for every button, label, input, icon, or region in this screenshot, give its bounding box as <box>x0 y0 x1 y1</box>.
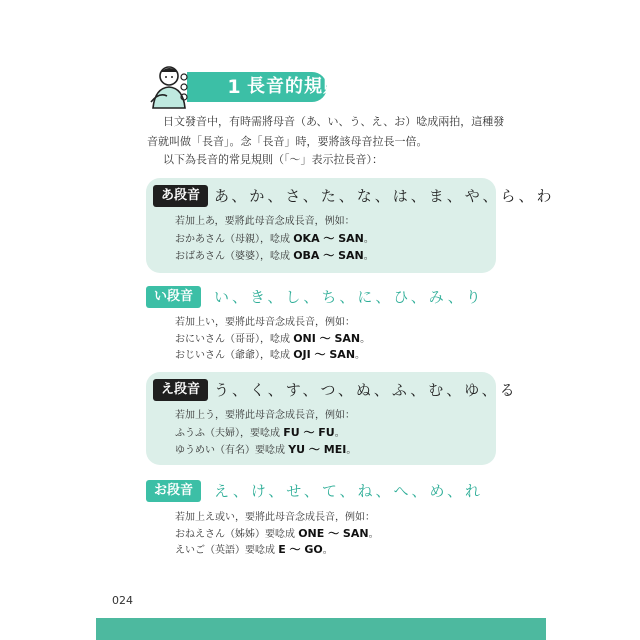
intro-line-2: 音就叫做「長音」。念「長音」時，要將該母音拉長一倍。 <box>147 135 428 148</box>
example-a-2: おばあさん（婆婆），唸成 OBA ～ SAN。 <box>175 249 374 262</box>
example-o-1: おねえさん（姊姊）要唸成 ONE ～ SAN。 <box>175 527 379 540</box>
section-tag-e: え段音 <box>153 379 208 401</box>
section-number: 1 <box>227 76 241 98</box>
notebook-spiral-icon <box>179 72 189 102</box>
example-i-1: おにいさん（哥哥），唸成 ONI ～ SAN。 <box>175 332 371 345</box>
section-tag-o: お段音 <box>146 480 201 502</box>
kana-row-e: う、く、す、つ、ぬ、ふ、む、ゆ、る <box>214 381 518 399</box>
section-title: 長音的規則 <box>247 76 342 97</box>
example-a-1: おかあさん（母親），唸成 OKA ～ SAN。 <box>175 232 374 245</box>
section-title-badge <box>187 72 342 102</box>
rule-text-a: 若加上あ，要將此母音念成長音，例如： <box>175 216 355 227</box>
section-tag-i: い段音 <box>146 286 201 308</box>
example-e-1: ふうふ（夫婦），要唸成 FU ～ FU。 <box>175 426 345 439</box>
example-o-2: えいご（英語）要唸成 E ～ GO。 <box>175 543 333 556</box>
kana-row-a: あ、か、さ、た、な、は、ま、や、ら、わ <box>214 187 555 205</box>
section-header <box>147 62 342 110</box>
kana-row-o: え、け、せ、て、ね、へ、め、れ <box>214 482 483 500</box>
section-tag-a: あ段音 <box>153 185 208 207</box>
rule-text-e: 若加上う，要將此母音念成長音，例如： <box>175 410 355 421</box>
example-e-2: ゆうめい（有名）要唸成 YU ～ MEI。 <box>175 443 357 456</box>
example-i-2: おじいさん（爺爺），唸成 OJI ～ SAN。 <box>175 348 366 361</box>
rule-text-o: 若加上え或い，要將此母音念成長音，例如： <box>175 512 375 523</box>
intro-line-1: 日文發音中，有時需將母音（あ、い、う、え、お）唸成兩拍，這種發 <box>163 115 505 128</box>
footer-bar <box>96 618 546 640</box>
page-number: 024 <box>112 594 133 607</box>
intro-line-3: 以下為長音的常見規則（「～」表示拉長音）： <box>163 153 383 166</box>
kana-row-i: い、き、し、ち、に、ひ、み、り <box>214 288 484 306</box>
rule-text-i: 若加上い，要將此母音念成長音，例如： <box>175 317 355 328</box>
